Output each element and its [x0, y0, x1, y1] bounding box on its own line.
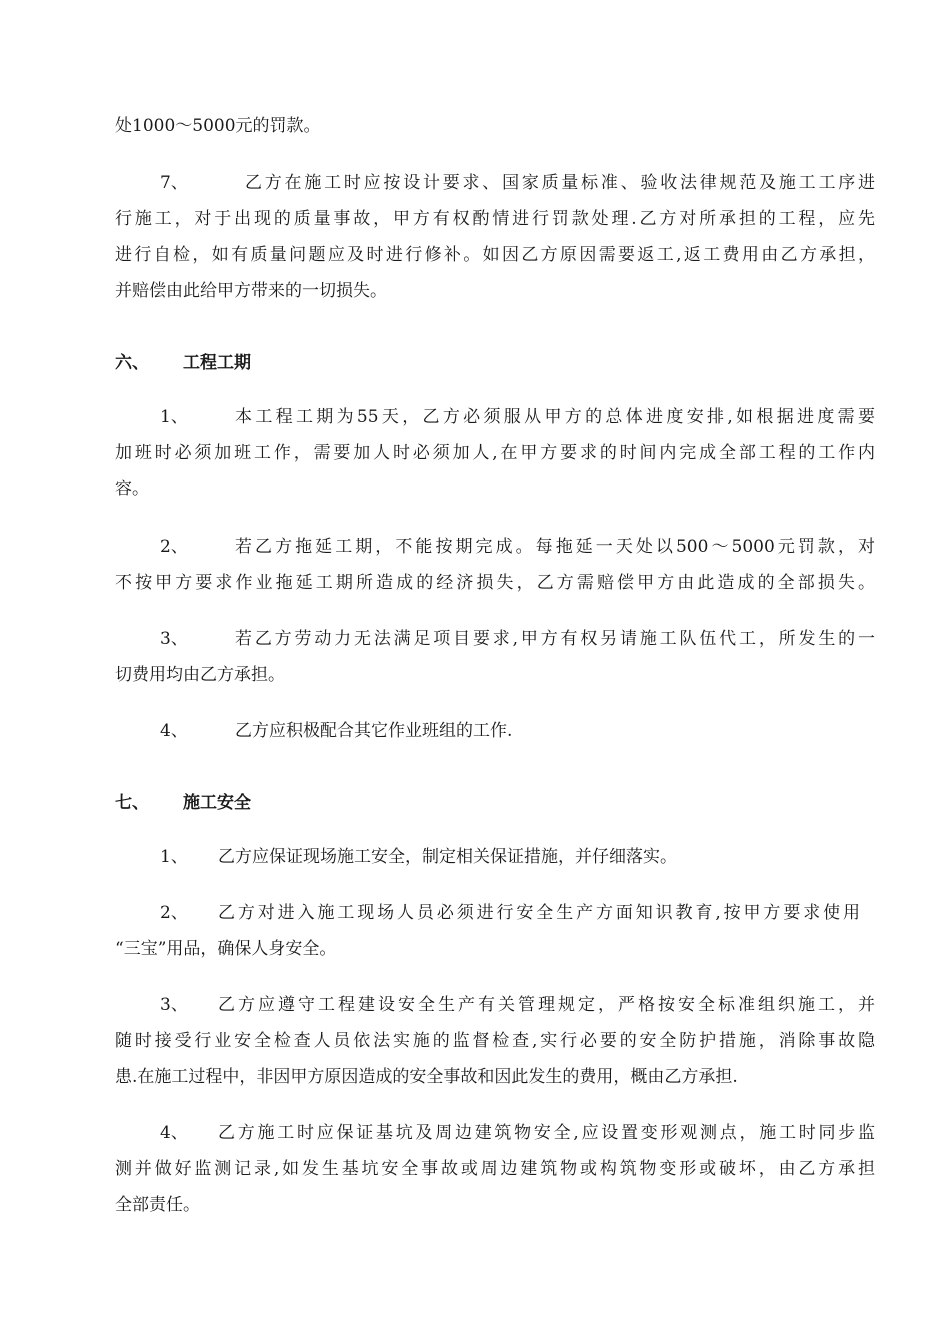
paragraph-line: 若乙方拖延工期，不能按期完成。每拖延一天处以500～5000元罚款，对: [235, 537, 875, 557]
paragraph-line: 乙方应遵守工程建设安全生产有关管理规定，严格按安全标准组织施工，并: [218, 995, 875, 1015]
item-number: 3、: [160, 995, 188, 1015]
paragraph-line: 不按甲方要求作业拖延工期所造成的经济损失，乙方需赔偿甲方由此造成的全部损失。: [115, 573, 875, 593]
section-title: 施工安全: [183, 793, 251, 813]
paragraph-line: 乙方施工时应保证基坑及周边建筑物安全,应设置变形观测点，施工时同步监: [218, 1123, 875, 1143]
paragraph-line: 切费用均由乙方承担。: [115, 665, 285, 685]
paragraph-line: 行施工，对于出现的质量事故，甲方有权酌情进行罚款处理.乙方对所承担的工程，应先: [115, 209, 875, 229]
paragraph-line: 进行自检，如有质量问题应及时进行修补。如因乙方原因需要返工,返工费用由乙方承担，: [115, 245, 875, 265]
paragraph-line: 加班时必须加班工作，需要加人时必须加人,在甲方要求的时间内完成全部工程的工作内: [115, 443, 875, 463]
section-title: 工程工期: [183, 353, 251, 373]
item-number: 2、: [160, 903, 188, 923]
paragraph-line: 处1000～5000元的罚款。: [115, 116, 321, 136]
paragraph-line: 患.在施工过程中，非因甲方原因造成的安全事故和因此发生的费用，概由乙方承担.: [115, 1067, 738, 1087]
item-number: 7、: [160, 173, 188, 193]
paragraph-line: 乙方应保证现场施工安全，制定相关保证措施，并仔细落实。: [218, 847, 677, 867]
item-number: 4、: [160, 721, 188, 741]
paragraph-line: 容。: [115, 479, 149, 499]
item-number: 4、: [160, 1123, 188, 1143]
paragraph-line: 乙方在施工时应按设计要求、国家质量标准、验收法律规范及施工工序进: [245, 173, 875, 193]
section-number: 六、: [115, 353, 149, 373]
paragraph-line: 并赔偿由此给甲方带来的一切损失。: [115, 281, 387, 301]
paragraph-line: “三宝”用品，确保人身安全。: [115, 939, 337, 959]
paragraph-line: 本工程工期为55天，乙方必须服从甲方的总体进度安排,如根据进度需要: [235, 407, 875, 427]
item-number: 3、: [160, 629, 188, 649]
paragraph-line: 若乙方劳动力无法满足项目要求,甲方有权另请施工队伍代工，所发生的一: [235, 629, 875, 649]
paragraph-line: 乙方应积极配合其它作业班组的工作.: [235, 721, 513, 741]
item-number: 1、: [160, 407, 188, 427]
item-number: 1、: [160, 847, 188, 867]
item-number: 2、: [160, 537, 188, 557]
paragraph-line: 随时接受行业安全检查人员依法实施的监督检查,实行必要的安全防护措施，消除事故隐: [115, 1031, 875, 1051]
section-number: 七、: [115, 793, 149, 813]
paragraph-line: 乙方对进入施工现场人员必须进行安全生产方面知识教育,按甲方要求使用: [218, 903, 860, 923]
paragraph-line: 测并做好监测记录,如发生基坑安全事故或周边建筑物或构筑物变形或破坏，由乙方承担: [115, 1159, 875, 1179]
paragraph-line: 全部责任。: [115, 1195, 200, 1215]
